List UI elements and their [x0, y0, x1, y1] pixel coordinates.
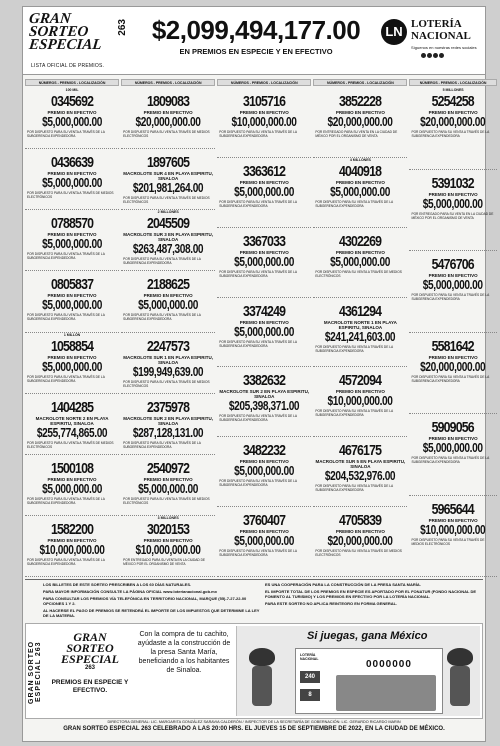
range-tag: 2 MILLONES: [157, 210, 179, 215]
lottery-slogan: Síguenos en nuestras redes sociales: [411, 45, 477, 50]
note: PARA CONSULTAR LOS PREMIOS VÍA TELEFÓNICA EN TERRITORIO NACIONAL, MARQUE (55)-7-27-22-00 OPCIONES 1 Y 2.: [43, 596, 247, 606]
prize-amount: $204,532,976.00: [325, 468, 396, 484]
location-note: POR DISPUESTO PARA SU VENTA A TRAVÉS DE LA SUBGERENCIA EXPENDEDORA: [27, 496, 105, 505]
prize-entry: [121, 149, 215, 210]
social-icon[interactable]: [421, 53, 426, 58]
location-note: POR DISPUESTO PARA SU VENTA A TRAVÉS DE LA SUBGERENCIA EXPENDEDORA: [411, 456, 490, 464]
location-note: POR DISPUESTO PARA SU VENTA A TRAVÉS DE LA SUBGERENCIA EXPENDEDORA: [315, 484, 393, 493]
prize-entry: [25, 394, 119, 455]
prize-type: PREMIO EN EFECTIVO: [335, 110, 385, 115]
winning-number: 2045509: [147, 215, 190, 233]
location-note: POR DISPUESTO PARA SU VENTA A TRAVÉS DE MEDIOS ELECTRÓNICOS: [27, 191, 114, 200]
prize-entry: [313, 298, 407, 368]
location-note: POR ENTREGADO PARA SU VENTA EN LA CIUDAD DE MÉXICO POR EL ORGANISMO DE VENTA: [315, 130, 398, 138]
prize-entry: [409, 496, 496, 578]
prize-type: PREMIO EN EFECTIVO: [143, 537, 193, 543]
range-tag: 5 MILLONES: [442, 88, 464, 92]
prize-amount: $5,000,000.00: [423, 440, 484, 455]
prize-entry: [409, 414, 496, 496]
prize-type: PREMIO EN EFECTIVO: [47, 293, 97, 299]
winning-number: 1897605: [147, 154, 190, 172]
note: ES UNA COOPERACIÓN PARA LA CONSTRUCCIÓN DE LA PRESA SANTA MARÍA.: [265, 582, 421, 587]
winning-number: 3852228: [339, 93, 382, 110]
footer-message: Con la compra de tu cachito, ayúdaste a la construcción de la presa Santa María, beneficiando a los habitantes de Sinaloa.: [137, 631, 231, 674]
winning-number: 4572094: [339, 372, 382, 390]
ticket-image: [295, 648, 443, 714]
prize-type: PREMIO EN EFECTIVO: [47, 232, 97, 238]
logo-line-2: SORTEO: [28, 24, 90, 40]
prize-entry: [409, 170, 496, 252]
prize-type: PREMIO EN EFECTIVO: [428, 273, 478, 278]
prize-type: PREMIO EN EFECTIVO: [335, 389, 385, 395]
prize-entry: [121, 394, 215, 455]
prize-entry: [313, 507, 407, 577]
prize-entry: [121, 210, 215, 271]
winning-number: 5391032: [432, 174, 475, 192]
draw-number: 263: [117, 19, 128, 36]
location-note: POR DISPUESTO PARA SU VENTA A TRAVÉS DE MEDIOS ELECTRÓNICOS: [123, 379, 210, 388]
winning-number: 5909056: [432, 419, 475, 436]
location-note: POR DISPUESTO PARA SU VENTA A TRAVÉS DE MEDIOS ELECTRÓNICOS: [123, 496, 210, 505]
prize-amount: $20,000,000.00: [420, 114, 486, 129]
location-note: POR DISPUESTO PARA SU VENTA A TRAVÉS DE LA SUBGERENCIA EXPENDEDORA: [219, 269, 297, 278]
prize-type: MACROLOTE SUR 2 EN PLAYA ESPIRITU, SINALOA: [219, 389, 310, 400]
prize-type: MACROLOTE SUR 3 EN PLAYA ESPIRITU, SINALOA: [123, 232, 214, 243]
logo-line-1: GRAN: [28, 11, 72, 27]
winning-number: 1582200: [50, 520, 94, 538]
footer-banner: [25, 623, 483, 719]
prize-entry: [121, 333, 215, 394]
draw-info: GRAN SORTEO ESPECIAL 263 CELEBRADO A LAS 20:00 HRS. EL JUEVES 15 DE SEPTIEMBRE DE 2022, EN LA CIUDAD DE MÉXICO.: [63, 726, 445, 732]
prize-entry: [217, 367, 311, 437]
mascot-icon: [247, 648, 277, 708]
winning-number: 4040918: [339, 162, 382, 180]
prize-entry: [121, 455, 215, 516]
location-note: POR DISPUESTO PARA SU VENTA A TRAVÉS DE LA SUBGERENCIA EXPENDEDORA: [123, 440, 201, 449]
prize-amount: $5,000,000.00: [42, 175, 102, 191]
prize-amount: $201,981,264.00: [133, 180, 204, 196]
prize-type: MACROLOTE SUR 2 EN PLAYA ESPIRITU, SINALOA: [123, 415, 214, 426]
notes-right: [265, 582, 481, 608]
prize-amount: $10,000,000.00: [135, 541, 201, 557]
prize-amount: $241,241,603.00: [325, 328, 396, 344]
prize-amount: $5,000,000.00: [234, 183, 295, 199]
prize-entry: [121, 271, 215, 332]
header: [23, 7, 485, 75]
location-note: POR DISPUESTO PARA SU VENTA A TRAVÉS DE MEDIOS ELECTRÓNICOS: [315, 269, 402, 278]
prize-type: PREMIO EN EFECTIVO: [239, 459, 289, 465]
location-note: POR DISPUESTO PARA SU VENTA A TRAVÉS DE LA SUBGERENCIA EXPENDEDORA: [27, 374, 105, 383]
prize-entry: [313, 437, 407, 507]
results-grid: [25, 79, 494, 577]
prize-type: PREMIO EN EFECTIVO: [335, 529, 385, 535]
prize-amount: $20,000,000.00: [135, 114, 201, 129]
ln-emblem-icon: LN: [381, 19, 407, 45]
prize-type: PREMIO EN EFECTIVO: [428, 436, 478, 441]
prize-entry: [25, 516, 119, 577]
column-header: NÚMEROS - PREMIOS - LOCALIZACIÓN: [313, 79, 407, 86]
prize-type: PREMIO EN EFECTIVO: [335, 249, 385, 255]
location-note: POR DISPUESTO PARA SU VENTA A TRAVÉS DE LA SUBGERENCIA EXPENDEDORA: [219, 549, 297, 558]
prize-amount: $5,000,000.00: [42, 358, 102, 374]
prize-entry: [217, 228, 311, 298]
column-header: NÚMEROS - PREMIOS - LOCALIZACIÓN: [25, 79, 119, 86]
ticket-logo: LOTERÍA NACIONAL: [300, 653, 319, 661]
prize-type: MACROLOTE SUR 4 EN PLAYA ESPIRITU, SINALOA: [123, 171, 214, 182]
ticket-art: [336, 675, 436, 711]
prize-amount: $20,000,000.00: [420, 358, 486, 374]
winning-number: 3382632: [243, 372, 286, 390]
winning-number: 0436639: [50, 154, 94, 172]
prize-type: PREMIO EN EFECTIVO: [143, 476, 193, 482]
prize-amount: $10,000,000.00: [231, 114, 297, 129]
winning-number: 2188625: [147, 276, 190, 294]
prize-amount: $5,000,000.00: [234, 253, 295, 269]
prize-amount: $287,128,131.00: [133, 424, 204, 440]
winning-number: 0788570: [50, 215, 94, 233]
winning-number: 3374249: [243, 302, 286, 320]
prize-type: MACROLOTE NORTE 1 EN PLAYA ESPIRITU, SINALOA: [323, 319, 397, 330]
winning-number: 5254258: [432, 93, 475, 110]
results-column: [25, 79, 119, 577]
results-column: [217, 79, 311, 577]
location-note: POR DISPUESTO PARA SU VENTA A TRAVÉS DE LA SUBGERENCIA EXPENDEDORA: [219, 414, 297, 423]
prize-type: MACROLOTE SUR 1 EN PLAYA ESPIRITU, SINALOA: [123, 354, 214, 365]
location-note: POR DISPUESTO PARA SU VENTA A TRAVÉS DE LA SUBGERENCIA EXPENDEDORA: [27, 557, 105, 566]
location-note: POR DISPUESTO PARA SU VENTA A TRAVÉS DE LA SUBGERENCIA EXPENDEDORA: [219, 199, 297, 208]
prize-entry: [217, 158, 311, 228]
logo-number: 263: [84, 665, 95, 671]
ticket-draw: 240: [300, 671, 320, 683]
prize-amount: $5,000,000.00: [234, 463, 295, 479]
prize-type: PREMIO EN EFECTIVO: [239, 179, 289, 185]
directors-line: DIRECTORA GENERAL: LIC. MARGARITA GONZÁLEZ SARAVIA CALDERÓN / INSPECTOR DE LA SECRETARÍA DE GOBERNACIÓN: LIC. GERARDO RICARDO MARIN: [107, 720, 401, 724]
prize-amount: $199,949,639.00: [133, 363, 204, 379]
prize-type: MACROLOTE SUR 5 EN PLAYA ESPIRITU, SINALOA: [315, 459, 406, 470]
location-note: POR DISPUESTO PARA SU VENTA A TRAVÉS DE LA SUBGERENCIA EXPENDEDORA: [123, 257, 201, 266]
winning-number: 3760407: [243, 512, 286, 530]
prize-entry: [25, 455, 119, 516]
location-note: POR DISPUESTO PARA SU VENTA A TRAVÉS DE LA SUBGERENCIA EXPENDEDORA: [411, 374, 490, 383]
note: LOS BILLETES DE ESTE SORTEO PRESCRIBEN A LOS 60 DÍAS NATURALES.: [43, 582, 192, 587]
prize-entry: [217, 88, 311, 158]
note: PARA ESTE SORTEO NO APLICA REINTEGRO EN FORMA GENERAL.: [265, 601, 398, 606]
location-note: POR DISPUESTO PARA SU VENTA A TRAVÉS DE LA SUBGERENCIA EXPENDEDORA: [315, 344, 393, 353]
prize-entry: [409, 333, 496, 415]
column-header: NÚMEROS - PREMIOS - LOCALIZACIÓN: [121, 79, 215, 86]
results-column: [409, 79, 496, 577]
vertical-title: GRAN SORTEO ESPECIAL 263: [28, 640, 42, 704]
location-note: POR DISPUESTO PARA SU VENTA A TRAVÉS DE MEDIOS ELECTRÓNICOS: [27, 440, 114, 449]
lottery-name-2: NACIONAL: [411, 30, 471, 42]
total-prizes: $2,099,494,177.00: [151, 15, 361, 45]
winning-number: 3020153: [147, 520, 190, 538]
gran-sorteo-logo: [29, 13, 127, 57]
location-note: POR DISPUESTO PARA SU VENTA A TRAVÉS DE LA SUBGERENCIA EXPENDEDORA: [27, 252, 105, 261]
location-note: POR DISPUESTO PARA SU VENTA A TRAVÉS DE MEDIOS ELECTRÓNICOS: [411, 537, 485, 546]
prize-entry: [313, 228, 407, 298]
location-note: POR DISPUESTO PARA SU VENTA A TRAVÉS DE LA SUBGERENCIA EXPENDEDORA: [315, 409, 393, 418]
lottery-name-1: LOTERÍA: [411, 18, 462, 30]
prize-type: PREMIO EN EFECTIVO: [428, 517, 478, 523]
location-note: POR DISPUESTO PARA SU VENTA A TRAVÉS DE MEDIOS ELECTRÓNICOS: [123, 130, 210, 138]
prize-entry: [313, 88, 407, 158]
prize-entry: [25, 271, 119, 332]
prize-entry: [121, 88, 215, 149]
winning-number: 0345692: [50, 93, 94, 110]
prize-amount: $5,000,000.00: [42, 114, 102, 129]
prize-entry: [217, 507, 311, 577]
prize-amount: $10,000,000.00: [39, 541, 105, 557]
prize-amount: $5,000,000.00: [330, 253, 391, 269]
prize-entry: [313, 158, 407, 228]
total-subtitle: EN PREMIOS EN ESPECIE Y EN EFECTIVO: [179, 47, 333, 56]
prize-type: PREMIO EN EFECTIVO: [239, 249, 289, 255]
prize-type: MACROLOTE NORTE 2 EN PLAYA ESPIRITU, SINALOA: [35, 415, 109, 426]
prize-entry: [217, 437, 311, 507]
range-tag: 3 MILLONES: [157, 515, 179, 520]
prize-type: PREMIO EN EFECTIVO: [47, 110, 97, 115]
winning-number: 1500108: [50, 459, 94, 477]
winning-number: 0805837: [50, 276, 94, 294]
range-tag: 1 MILLÓN: [63, 332, 81, 337]
prize-entry: [25, 210, 119, 271]
prize-amount: $5,000,000.00: [330, 183, 391, 199]
list-label: LISTA OFICIAL DE PREMIOS.: [31, 63, 105, 69]
range-tag: 4 MILLONES: [349, 157, 371, 162]
winning-number: 5581642: [432, 337, 475, 355]
ticket-number: 0000000: [366, 659, 412, 670]
logo-line-1: GRAN: [73, 630, 107, 644]
location-note: POR DISPUESTO PARA SU VENTA A TRAVÉS DE LA SUBGERENCIA EXPENDEDORA: [315, 199, 393, 208]
location-note: POR DISPUESTO PARA SU VENTA A TRAVÉS DE MEDIOS ELECTRÓNICOS: [123, 196, 210, 205]
location-note: POR DISPUESTO PARA SU VENTA A TRAVÉS DE LA SUBGERENCIA EXPENDEDORA: [411, 293, 490, 301]
results-column: [121, 79, 215, 577]
social-icon[interactable]: [433, 53, 438, 58]
winning-number: 3105716: [243, 93, 286, 110]
prize-entry: [25, 149, 119, 210]
prize-type: PREMIO EN EFECTIVO: [428, 191, 478, 197]
prize-amount: $5,000,000.00: [138, 480, 199, 496]
prize-amount: $5,000,000.00: [42, 297, 102, 313]
prize-amount: $5,000,000.00: [423, 195, 484, 211]
social-icons: [421, 53, 444, 58]
social-icon[interactable]: [427, 53, 432, 58]
column-header: NÚMEROS - PREMIOS - LOCALIZACIÓN: [409, 79, 496, 86]
prize-amount: $20,000,000.00: [327, 114, 393, 129]
prize-amount: $5,000,000.00: [42, 480, 102, 496]
prize-amount: $20,000,000.00: [327, 533, 393, 549]
prize-type: PREMIO EN EFECTIVO: [239, 110, 289, 115]
winning-number: 3367033: [243, 232, 286, 250]
notes-left: [43, 582, 263, 620]
winning-number: 5476706: [432, 256, 475, 273]
prize-amount: $5,000,000.00: [423, 277, 484, 292]
winning-number: 4676175: [339, 442, 382, 460]
location-note: POR DISPUESTO PARA SU VENTA A TRAVÉS DE LA SUBGERENCIA EXPENDEDORA: [411, 130, 490, 138]
prize-amount: $255,774,865.00: [36, 424, 108, 440]
footer-logo: [50, 632, 130, 695]
prize-entry: [25, 333, 119, 394]
prize-type: PREMIO EN EFECTIVO: [143, 293, 193, 299]
range-tag: 100 MIL: [65, 88, 79, 92]
ad-panel: [236, 626, 480, 716]
prize-entry: [409, 88, 496, 170]
location-note: POR DISPUESTO PARA SU VENTA A TRAVÉS DE LA SUBGERENCIA EXPENDEDORA: [219, 339, 297, 348]
winning-number: 1404285: [50, 398, 94, 416]
logo-line-3: ESPECIAL: [60, 652, 120, 666]
prize-amount: $263,487,308.00: [133, 241, 204, 257]
prize-amount: $10,000,000.00: [327, 393, 393, 409]
winning-number: 2247573: [147, 337, 190, 355]
prize-type: PREMIO EN EFECTIVO: [47, 476, 97, 482]
prize-type: PREMIO EN EFECTIVO: [335, 179, 385, 185]
prize-entry: [25, 88, 119, 149]
prize-amount: $10,000,000.00: [420, 521, 486, 537]
prize-type: PREMIO EN EFECTIVO: [47, 537, 97, 543]
location-note: POR DISPUESTO PARA SU VENTA A TRAVÉS DE LA SUBGERENCIA EXPENDEDORA: [219, 479, 297, 488]
prize-amount: $205,398,371.00: [229, 398, 300, 414]
winning-number: 4361294: [339, 302, 382, 320]
prize-type: PREMIO EN EFECTIVO: [428, 354, 478, 360]
logo-line-3: ESPECIAL: [28, 37, 103, 53]
prize-amount: $5,000,000.00: [234, 323, 295, 339]
prize-type: PREMIO EN EFECTIVO: [143, 110, 193, 115]
ticket-series: 8 MACRO: [300, 689, 320, 701]
mascot-icon: [445, 648, 475, 708]
location-note: POR DISPUESTO PARA SU VENTA A TRAVÉS DE LA SUBGERENCIA EXPENDEDORA: [219, 130, 297, 138]
column-header: NÚMEROS - PREMIOS - LOCALIZACIÓN: [217, 79, 311, 86]
prize-type: PREMIO EN EFECTIVO: [47, 171, 97, 177]
loteria-nacional-logo: [381, 17, 483, 71]
location-note: POR DISPUESTO PARA SU VENTA A TRAVÉS DE MEDIOS ELECTRÓNICOS: [315, 549, 402, 558]
winning-number: 1809083: [147, 93, 190, 110]
prize-entry: [217, 298, 311, 368]
winning-number: 4302269: [339, 232, 382, 250]
winning-number: 4705839: [339, 512, 382, 530]
location-note: POR ENTREGADO PARA SU VENTA EN LA CIUDAD DE MÉXICO POR EL ORGANISMO DE VENTA: [123, 557, 205, 566]
ad-title: Si juegas, gana México: [307, 630, 428, 642]
bottom-strip: [25, 719, 483, 741]
prize-amount: $5,000,000.00: [138, 297, 199, 313]
location-note: POR DISPUESTO PARA SU VENTA A TRAVÉS DE LA SUBGERENCIA EXPENDEDORA: [27, 313, 105, 322]
prizes-label: PREMIOS EN ESPECIE Y EFECTIVO.: [51, 679, 129, 694]
prize-type: PREMIO EN EFECTIVO: [239, 319, 289, 325]
winning-number: 3482232: [243, 442, 286, 460]
location-note: POR ENTREGADO PARA SU VENTA EN LA CIUDAD DE MÉXICO POR EL ORGANISMO DE VENTA: [411, 211, 494, 220]
results-column: [313, 79, 407, 577]
prize-type: PREMIO EN EFECTIVO: [47, 354, 97, 360]
note: PARA MAYOR INFORMACIÓN CONSULTE LA PÁGINA OFICIAL www.loterianacional.gob.mx: [43, 589, 217, 594]
prize-type: PREMIO EN EFECTIVO: [428, 110, 478, 115]
winning-number: 1058854: [50, 337, 94, 355]
prize-amount: $5,000,000.00: [42, 236, 102, 252]
note: AL HACERSE EL PAGO DE PREMIOS SE RETENDRÁ EL IMPORTE DE LOS IMPUESTOS QUE DETERMINE LA LEY DE LA MATERIA.: [43, 608, 260, 618]
lottery-sheet: [22, 6, 494, 742]
winning-number: 2540972: [147, 459, 190, 477]
winning-number: 3363612: [243, 162, 286, 180]
social-icon[interactable]: [439, 53, 444, 58]
location-note: POR DISPUESTO PARA SU VENTA A TRAVÉS DE LA SUBGERENCIA EXPENDEDORA: [27, 130, 105, 138]
notes: [25, 579, 483, 623]
logo-line-2: SORTEO: [66, 641, 114, 655]
location-note: POR DISPUESTO PARA SU VENTA A TRAVÉS DE LA SUBGERENCIA EXPENDEDORA: [123, 313, 201, 322]
prize-entry: [409, 251, 496, 333]
prize-amount: $5,000,000.00: [234, 533, 295, 549]
prize-entry: [121, 516, 215, 577]
prize-entry: [313, 367, 407, 437]
winning-number: 5965644: [432, 500, 475, 518]
prize-type: PREMIO EN EFECTIVO: [239, 529, 289, 535]
note: EL IMPORTE TOTAL DE LOS PREMIOS EN ESPECIE ES APORTADO POR EL FONATUR (FONDO NACIONAL DE FOMENTO AL TURISMO) Y LOS PREMIOS EN EFECTIVO POR LA LOTERÍA NACIONAL.: [265, 589, 477, 599]
winning-number: 2375978: [147, 398, 190, 416]
